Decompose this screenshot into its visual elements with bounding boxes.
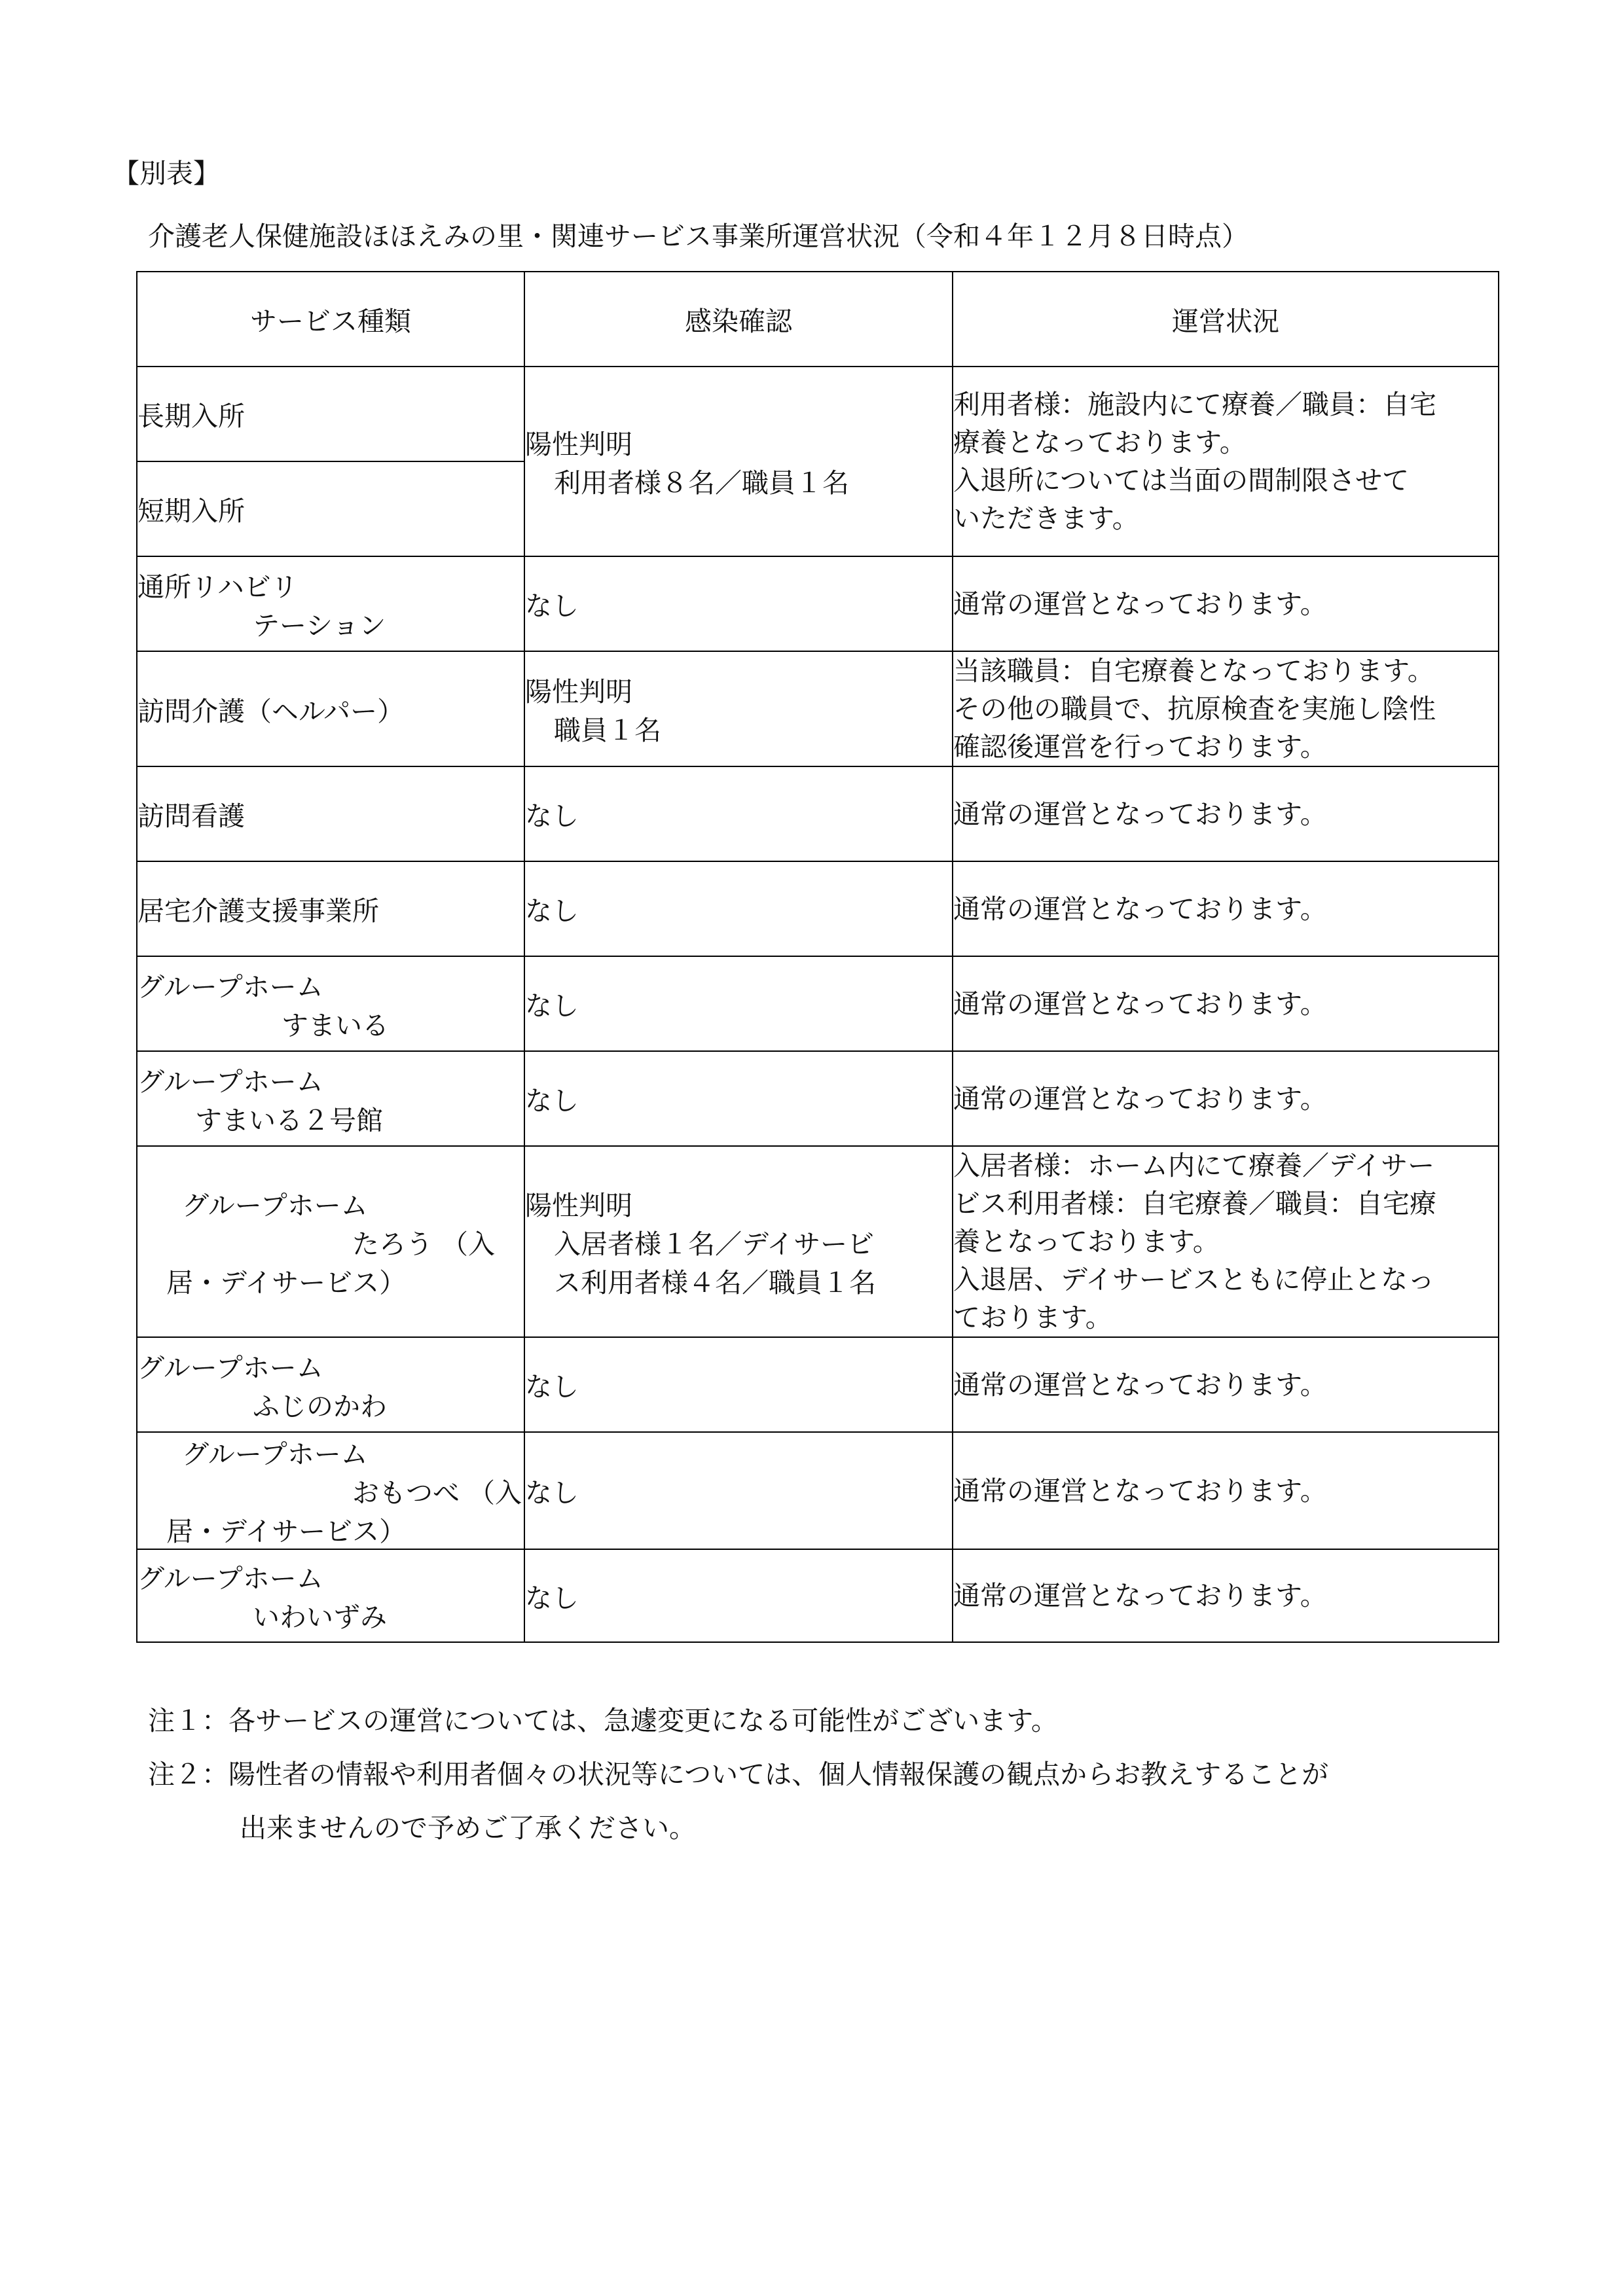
infection-cell: なし xyxy=(524,956,953,1051)
notes xyxy=(148,1694,1328,1855)
infection-cell: なし xyxy=(524,766,953,861)
service-cell: 通所リハビリ テーション xyxy=(137,556,524,651)
status-cell: 利用者様：施設内にて療養／職員：自宅 療養となっております。 入退所については当面の間制限させて いただきます。 xyxy=(953,367,1499,556)
status-cell: 通常の運営となっております。 xyxy=(953,1549,1499,1642)
infection-cell: なし xyxy=(524,1051,953,1146)
table-row xyxy=(137,651,1499,766)
status-cell: 当該職員：自宅療養となっております。 その他の職員で、抗原検査を実施し陰性 確認後運営を行っております。 xyxy=(953,651,1499,766)
column-header-status: 運営状況 xyxy=(953,272,1499,367)
service-cell: グループホーム おもつべ （入居・デイサービス） xyxy=(137,1432,524,1549)
status-cell: 通常の運営となっております。 xyxy=(953,556,1499,651)
appendix-label: 【別表】 xyxy=(113,158,220,189)
table-row xyxy=(137,861,1499,956)
table-row xyxy=(137,1146,1499,1337)
table-header-row xyxy=(137,272,1499,367)
service-cell: グループホーム ふじのかわ xyxy=(137,1337,524,1432)
status-cell: 通常の運営となっております。 xyxy=(953,766,1499,861)
infection-cell: 陽性判明 利用者様８名／職員１名 xyxy=(524,367,953,556)
table-row xyxy=(137,1549,1499,1642)
operation-status-table xyxy=(136,271,1499,1643)
service-cell: グループホーム たろう （入居・デイサービス） xyxy=(137,1146,524,1337)
table-row xyxy=(137,766,1499,861)
table-row xyxy=(137,1432,1499,1549)
service-cell: 長期入所 xyxy=(137,367,524,461)
status-cell: 入居者様：ホーム内にて療養／デイサー ビス利用者様：自宅療養／職員：自宅療 養となっております。 入退居、デイサービスともに停止となっ ております。 xyxy=(953,1146,1499,1337)
status-cell: 通常の運営となっております。 xyxy=(953,861,1499,956)
table-row xyxy=(137,956,1499,1051)
note-2: 注２：陽性者の情報や利用者個々の状況等については、個人情報保護の観点からお教えすることが xyxy=(148,1759,1329,1790)
document-title: 介護老人保健施設ほほえみの里・関連サービス事業所運営状況（令和４年１２月８日時点） xyxy=(148,221,1249,252)
service-cell: グループホーム すまいる xyxy=(137,956,524,1051)
column-header-infection: 感染確認 xyxy=(524,272,953,367)
infection-cell: なし xyxy=(524,1432,953,1549)
service-cell: 訪問介護（ヘルパー） xyxy=(137,651,524,766)
service-cell: グループホーム すまいる２号館 xyxy=(137,1051,524,1146)
status-cell: 通常の運営となっております。 xyxy=(953,956,1499,1051)
column-header-service: サービス種類 xyxy=(137,272,524,367)
infection-cell: なし xyxy=(524,861,953,956)
infection-cell: なし xyxy=(524,1337,953,1432)
status-cell: 通常の運営となっております。 xyxy=(953,1432,1499,1549)
table-row xyxy=(137,367,1499,461)
status-cell: 通常の運営となっております。 xyxy=(953,1337,1499,1432)
infection-cell: 陽性判明 入居者様１名／デイサービ ス利用者様４名／職員１名 xyxy=(524,1146,953,1337)
status-cell: 通常の運営となっております。 xyxy=(953,1051,1499,1146)
table-row xyxy=(137,1051,1499,1146)
service-cell: 居宅介護支援事業所 xyxy=(137,861,524,956)
note-2-continued: 出来ませんので予めご了承ください。 xyxy=(240,1812,696,1844)
infection-cell: なし xyxy=(524,556,953,651)
service-cell: 短期入所 xyxy=(137,461,524,556)
infection-cell: なし xyxy=(524,1549,953,1642)
note-1: 注１：各サービスの運営については、急遽変更になる可能性がございます。 xyxy=(148,1705,1058,1736)
service-cell: 訪問看護 xyxy=(137,766,524,861)
table-row xyxy=(137,1337,1499,1432)
table-row xyxy=(137,556,1499,651)
infection-cell: 陽性判明 職員１名 xyxy=(524,651,953,766)
service-cell: グループホーム いわいずみ xyxy=(137,1549,524,1642)
